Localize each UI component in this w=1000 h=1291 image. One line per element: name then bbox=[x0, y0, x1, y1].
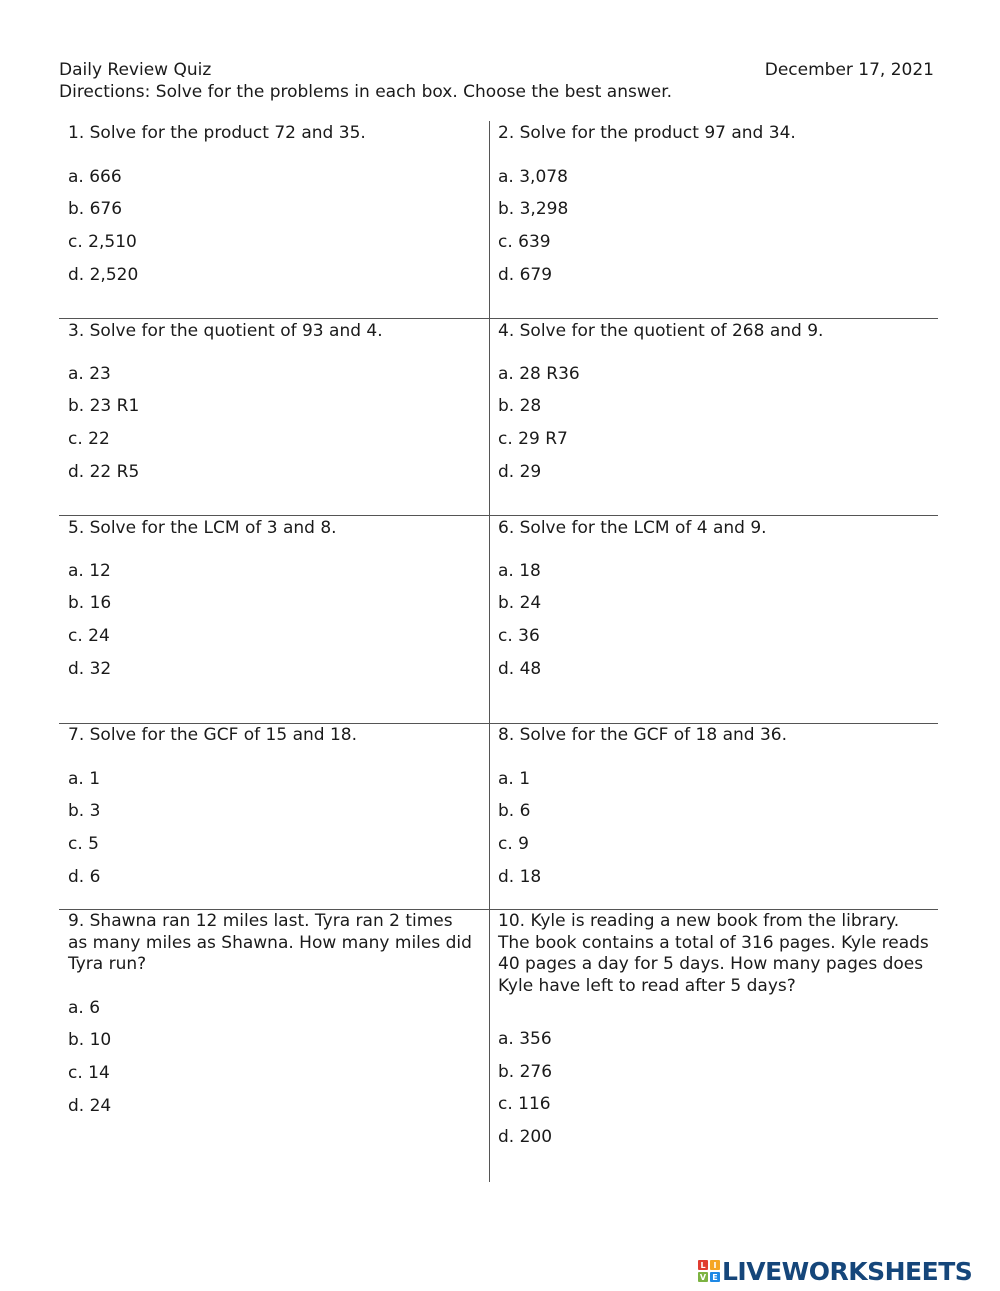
answer-option[interactable]: b. 10 bbox=[68, 1030, 112, 1051]
question-box-3 bbox=[68, 321, 478, 494]
answer-option[interactable]: d. 6 bbox=[68, 866, 101, 887]
question-box-2 bbox=[498, 123, 930, 297]
answer-option[interactable]: a. 23 bbox=[68, 363, 111, 384]
logo-block: E bbox=[710, 1272, 720, 1282]
answer-option[interactable]: d. 679 bbox=[498, 264, 553, 285]
answer-option[interactable]: b. 3 bbox=[68, 801, 101, 822]
question-text: 4. Solve for the quotient of 268 and 9. bbox=[498, 321, 824, 341]
row-divider bbox=[59, 723, 938, 724]
question-text: 10. Kyle is reading a new book from the library. The book contains a total of 316 pages. Kyle reads 40 pages a day for 5 days. How many pages does Kyle have left to read after 5 days? bbox=[498, 911, 929, 996]
quiz-date: December 17, 2021 bbox=[764, 60, 934, 80]
answer-option[interactable]: a. 666 bbox=[68, 166, 122, 187]
answer-option[interactable]: c. 14 bbox=[68, 1062, 110, 1083]
question-text: 3. Solve for the quotient of 93 and 4. bbox=[68, 321, 383, 341]
logo-block: I bbox=[710, 1260, 720, 1270]
liveworksheets-logo bbox=[698, 1257, 972, 1285]
quiz-title: Daily Review Quiz bbox=[59, 60, 212, 80]
question-text: 8. Solve for the GCF of 18 and 36. bbox=[498, 725, 788, 745]
answer-option[interactable]: a. 356 bbox=[498, 1029, 552, 1049]
answer-option[interactable]: c. 9 bbox=[498, 833, 529, 854]
answer-option[interactable]: b. 28 bbox=[498, 396, 542, 417]
question-box-9 bbox=[68, 911, 473, 1128]
answer-option[interactable]: d. 32 bbox=[68, 658, 112, 679]
answer-option[interactable]: a. 1 bbox=[498, 768, 531, 789]
logo-text: LIVEWORKSHEETS bbox=[722, 1256, 973, 1286]
answer-option[interactable]: b. 24 bbox=[498, 593, 542, 614]
answer-option[interactable]: b. 676 bbox=[68, 199, 123, 220]
question-box-7 bbox=[68, 725, 478, 899]
answer-option[interactable]: c. 24 bbox=[68, 625, 110, 646]
answer-option[interactable]: c. 2,510 bbox=[68, 231, 137, 252]
answer-option[interactable]: a. 18 bbox=[498, 560, 541, 581]
quiz-directions: Directions: Solve for the problems in each box. Choose the best answer. bbox=[59, 82, 673, 102]
question-text: 5. Solve for the LCM of 3 and 8. bbox=[68, 518, 337, 538]
answer-option[interactable]: d. 18 bbox=[498, 866, 542, 887]
answer-option[interactable]: a. 12 bbox=[68, 560, 111, 581]
answer-option[interactable]: b. 23 R1 bbox=[68, 396, 140, 417]
answer-option[interactable]: b. 276 bbox=[498, 1061, 553, 1082]
answer-option[interactable]: c. 29 R7 bbox=[498, 428, 568, 449]
question-box-1 bbox=[68, 123, 478, 297]
answer-option[interactable]: c. 36 bbox=[498, 625, 540, 646]
logo-block: L bbox=[698, 1260, 708, 1270]
answer-option[interactable]: b. 16 bbox=[68, 593, 112, 614]
question-box-8 bbox=[498, 725, 930, 899]
answer-option[interactable]: d. 200 bbox=[498, 1127, 553, 1148]
answer-option[interactable]: c. 639 bbox=[498, 231, 551, 252]
question-text: 6. Solve for the LCM of 4 and 9. bbox=[498, 518, 767, 538]
answer-option[interactable]: b. 3,298 bbox=[498, 199, 569, 220]
answer-option[interactable]: a. 3,078 bbox=[498, 166, 568, 187]
answer-option[interactable]: b. 6 bbox=[498, 801, 531, 822]
row-divider bbox=[59, 909, 938, 910]
question-text: 9. Shawna ran 12 miles last. Tyra ran 2 times as many miles as Shawna. How many miles did Tyra run? bbox=[68, 911, 472, 974]
logo-block: V bbox=[699, 1272, 707, 1282]
question-text: 7. Solve for the GCF of 15 and 18. bbox=[68, 725, 358, 745]
logo-blocks-icon bbox=[698, 1260, 720, 1282]
column-divider bbox=[489, 121, 490, 1182]
question-text: 2. Solve for the product 97 and 34. bbox=[498, 123, 796, 143]
answer-option[interactable]: a. 28 R36 bbox=[498, 363, 580, 384]
answer-option[interactable]: d. 29 bbox=[498, 461, 542, 482]
question-box-5 bbox=[68, 518, 478, 691]
row-divider bbox=[59, 318, 938, 319]
answer-option[interactable]: d. 22 R5 bbox=[68, 461, 140, 482]
question-box-6 bbox=[498, 518, 930, 691]
question-box-4 bbox=[498, 321, 930, 494]
answer-option[interactable]: a. 6 bbox=[68, 997, 101, 1018]
question-text: 1. Solve for the product 72 and 35. bbox=[68, 123, 366, 143]
question-box-10 bbox=[498, 911, 930, 1160]
answer-option[interactable]: a. 1 bbox=[68, 768, 101, 789]
row-divider bbox=[59, 515, 938, 516]
answer-option[interactable]: c. 5 bbox=[68, 833, 99, 854]
answer-option[interactable]: d. 24 bbox=[68, 1095, 112, 1116]
answer-option[interactable]: d. 48 bbox=[498, 658, 542, 679]
answer-option[interactable]: d. 2,520 bbox=[68, 264, 139, 285]
answer-option[interactable]: c. 116 bbox=[498, 1094, 551, 1115]
answer-option[interactable]: c. 22 bbox=[68, 428, 110, 449]
